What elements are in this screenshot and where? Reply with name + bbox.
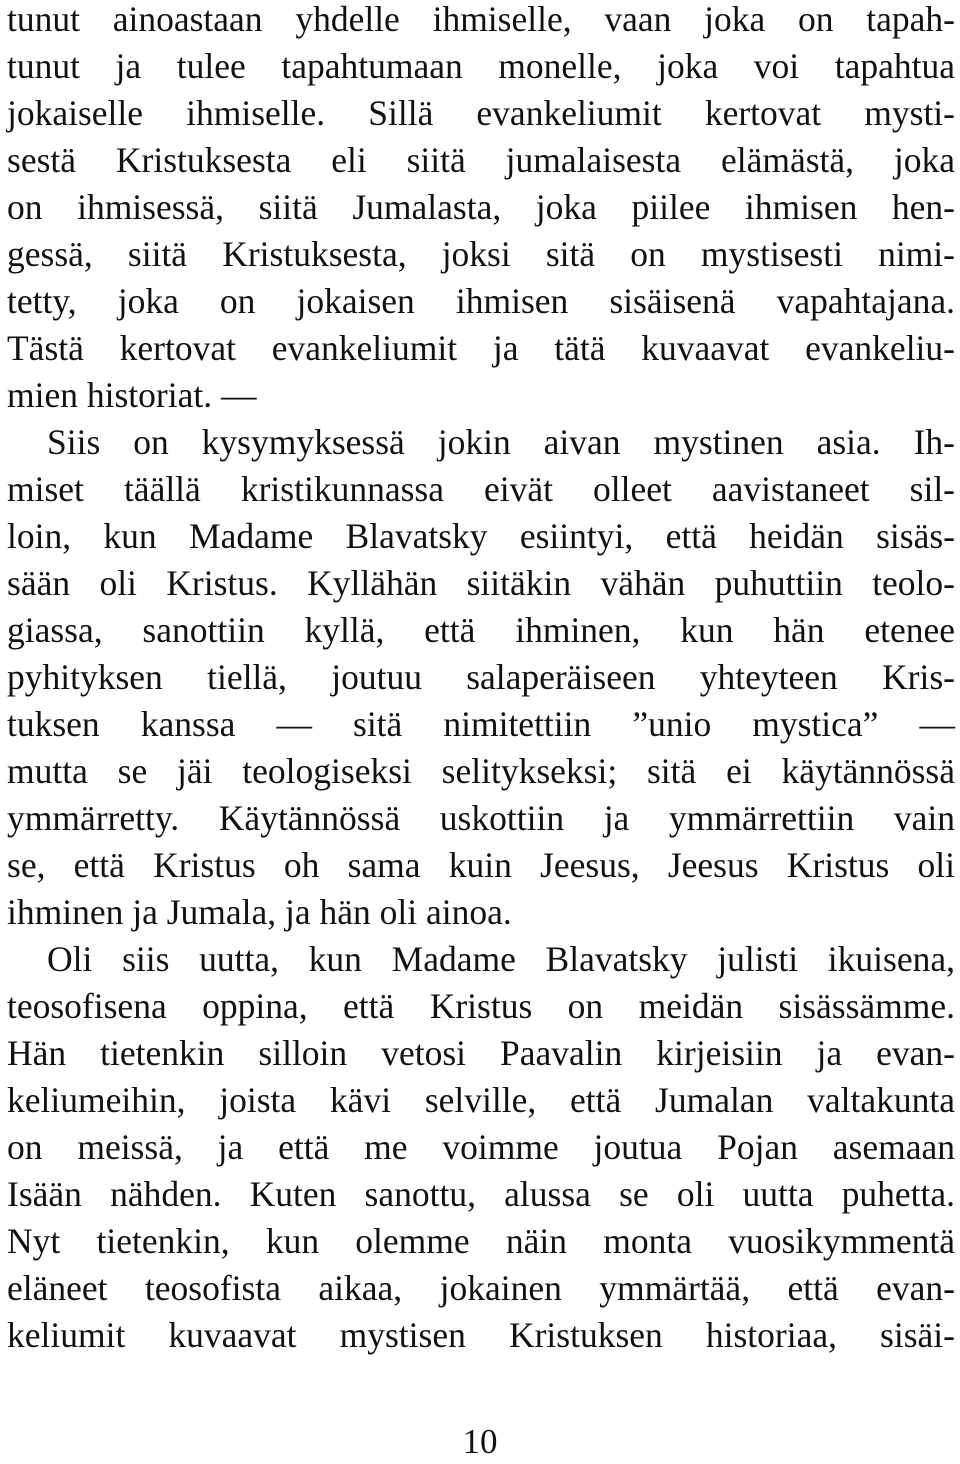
text-line: Oli siis uutta, kun Madame Blavatsky julisti ikuisena, [47,939,955,979]
text-line: tuksen kanssa — sitä nimitettiin ”unio mystica” — [7,704,955,744]
text-line: tunut ainoastaan yhdelle ihmiselle, vaan joka on tapah- [7,0,955,39]
text-line: Nyt tietenkin, kun olemme näin monta vuosikymmentä [7,1221,955,1261]
text-line: Siis on kysymyksessä jokin aivan mystinen asia. Ih- [47,422,955,462]
text-line: on ihmisessä, siitä Jumalasta, joka piilee ihmisen hen- [7,187,955,227]
text-line: tunut ja tulee tapahtumaan monelle, joka voi tapahtua [7,46,955,86]
text-line: miset täällä kristikunnassa eivät olleet aavistaneet sil- [7,469,955,509]
text-line: ymmärretty. Käytännössä uskottiin ja ymmärrettiin vain [7,798,955,838]
text-line: pyhityksen tiellä, joutuu salaperäiseen yhteyteen Kris- [7,657,955,697]
text-line: jokaiselle ihmiselle. Sillä evankeliumit kertovat mysti- [7,93,955,133]
text-line: on meissä, ja että me voimme joutua Pojan asemaan [7,1127,955,1167]
body-text [7,0,955,1359]
text-line: sään oli Kristus. Kyllähän siitäkin vähän puhuttiin teolo- [7,563,955,603]
text-line: keliumit kuvaavat mystisen Kristuksen historiaa, sisäi- [7,1315,955,1355]
text-line: tetty, joka on jokaisen ihmisen sisäisenä vapahtajana. [7,281,955,321]
text-line: mien historiat. — [7,375,257,415]
text-line: sestä Kristuksesta eli siitä jumalaisesta elämästä, joka [7,140,955,180]
page-number: 10 [462,1422,498,1461]
text-line: Isään nähden. Kuten sanottu, alussa se oli uutta puhetta. [7,1174,955,1214]
text-line: keliumeihin, joista kävi selville, että Jumalan valtakunta [7,1080,955,1120]
text-line: gessä, siitä Kristuksesta, joksi sitä on mystisesti nimi- [7,234,955,274]
text-line: loin, kun Madame Blavatsky esiintyi, että heidän sisäs- [7,516,955,556]
text-line: Hän tietenkin silloin vetosi Paavalin kirjeisiin ja evan- [7,1033,955,1073]
text-line: Tästä kertovat evankeliumit ja tätä kuvaavat evankeliu- [7,328,955,368]
text-line: eläneet teosofista aikaa, jokainen ymmärtää, että evan- [7,1268,955,1308]
text-line: giassa, sanottiin kyllä, että ihminen, kun hän etenee [7,610,955,650]
text-line: se, että Kristus oh sama kuin Jeesus, Jeesus Kristus oli [7,845,955,885]
text-line: teosofisena oppina, että Kristus on meidän sisässämme. [7,986,955,1026]
text-line: mutta se jäi teologiseksi selitykseksi; sitä ei käytännössä [7,751,955,791]
text-line: ihminen ja Jumala, ja hän oli ainoa. [7,892,512,932]
